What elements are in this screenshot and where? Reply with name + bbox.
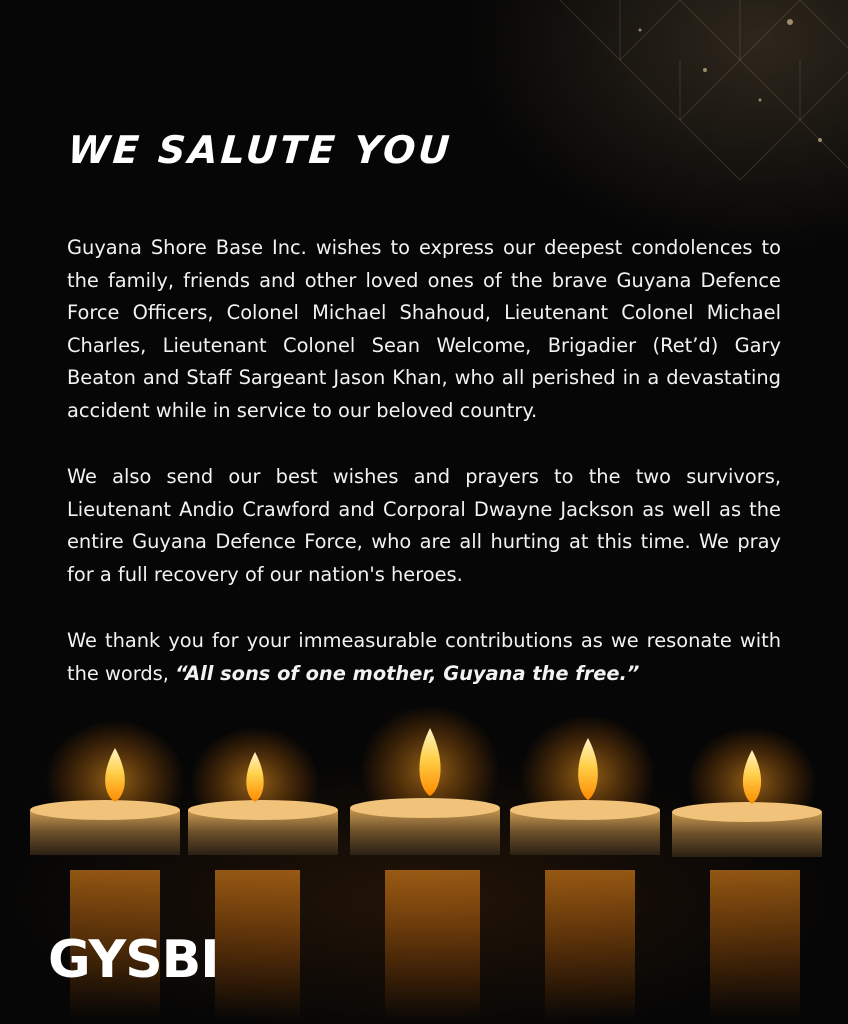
gysbi-logo: GYSBI [48, 930, 219, 990]
page-title: WE SALUTE YOU [66, 128, 454, 172]
candle-3 [350, 705, 500, 1020]
condolence-paragraph: Guyana Shore Base Inc. wishes to express our deepest condolences to the family, friends and other loved ones of the brave Guyana Defence Force Officers, Colonel Michael Shahoud, Lieutenant Colonel Michael Charles, Lieutenant Colonel Sean Welcome, Brigadier (Ret’d) Gary Beaton and Staff Sargeant Jason Khan, who all perished in a devastating accident while in service to our beloved country. [67, 236, 781, 422]
closing-paragraph [67, 625, 781, 690]
anthem-quote: “All sons of one mother, Guyana the free.” [175, 661, 640, 685]
candle-5 [672, 727, 822, 1020]
survivors-paragraph: We also send our best wishes and prayers to the two survivors, Lieutenant Andio Crawford and Corporal Dwayne Jackson as well as the entire Guyana Defence Force, who are all hurting at this time. We pray for a full recovery of our nation's heroes. [67, 465, 781, 586]
message-body [67, 232, 781, 724]
candle-4 [510, 715, 660, 1020]
closing-lead: We thank you for your immeasurable contributions as we resonate with the words, [67, 629, 781, 685]
